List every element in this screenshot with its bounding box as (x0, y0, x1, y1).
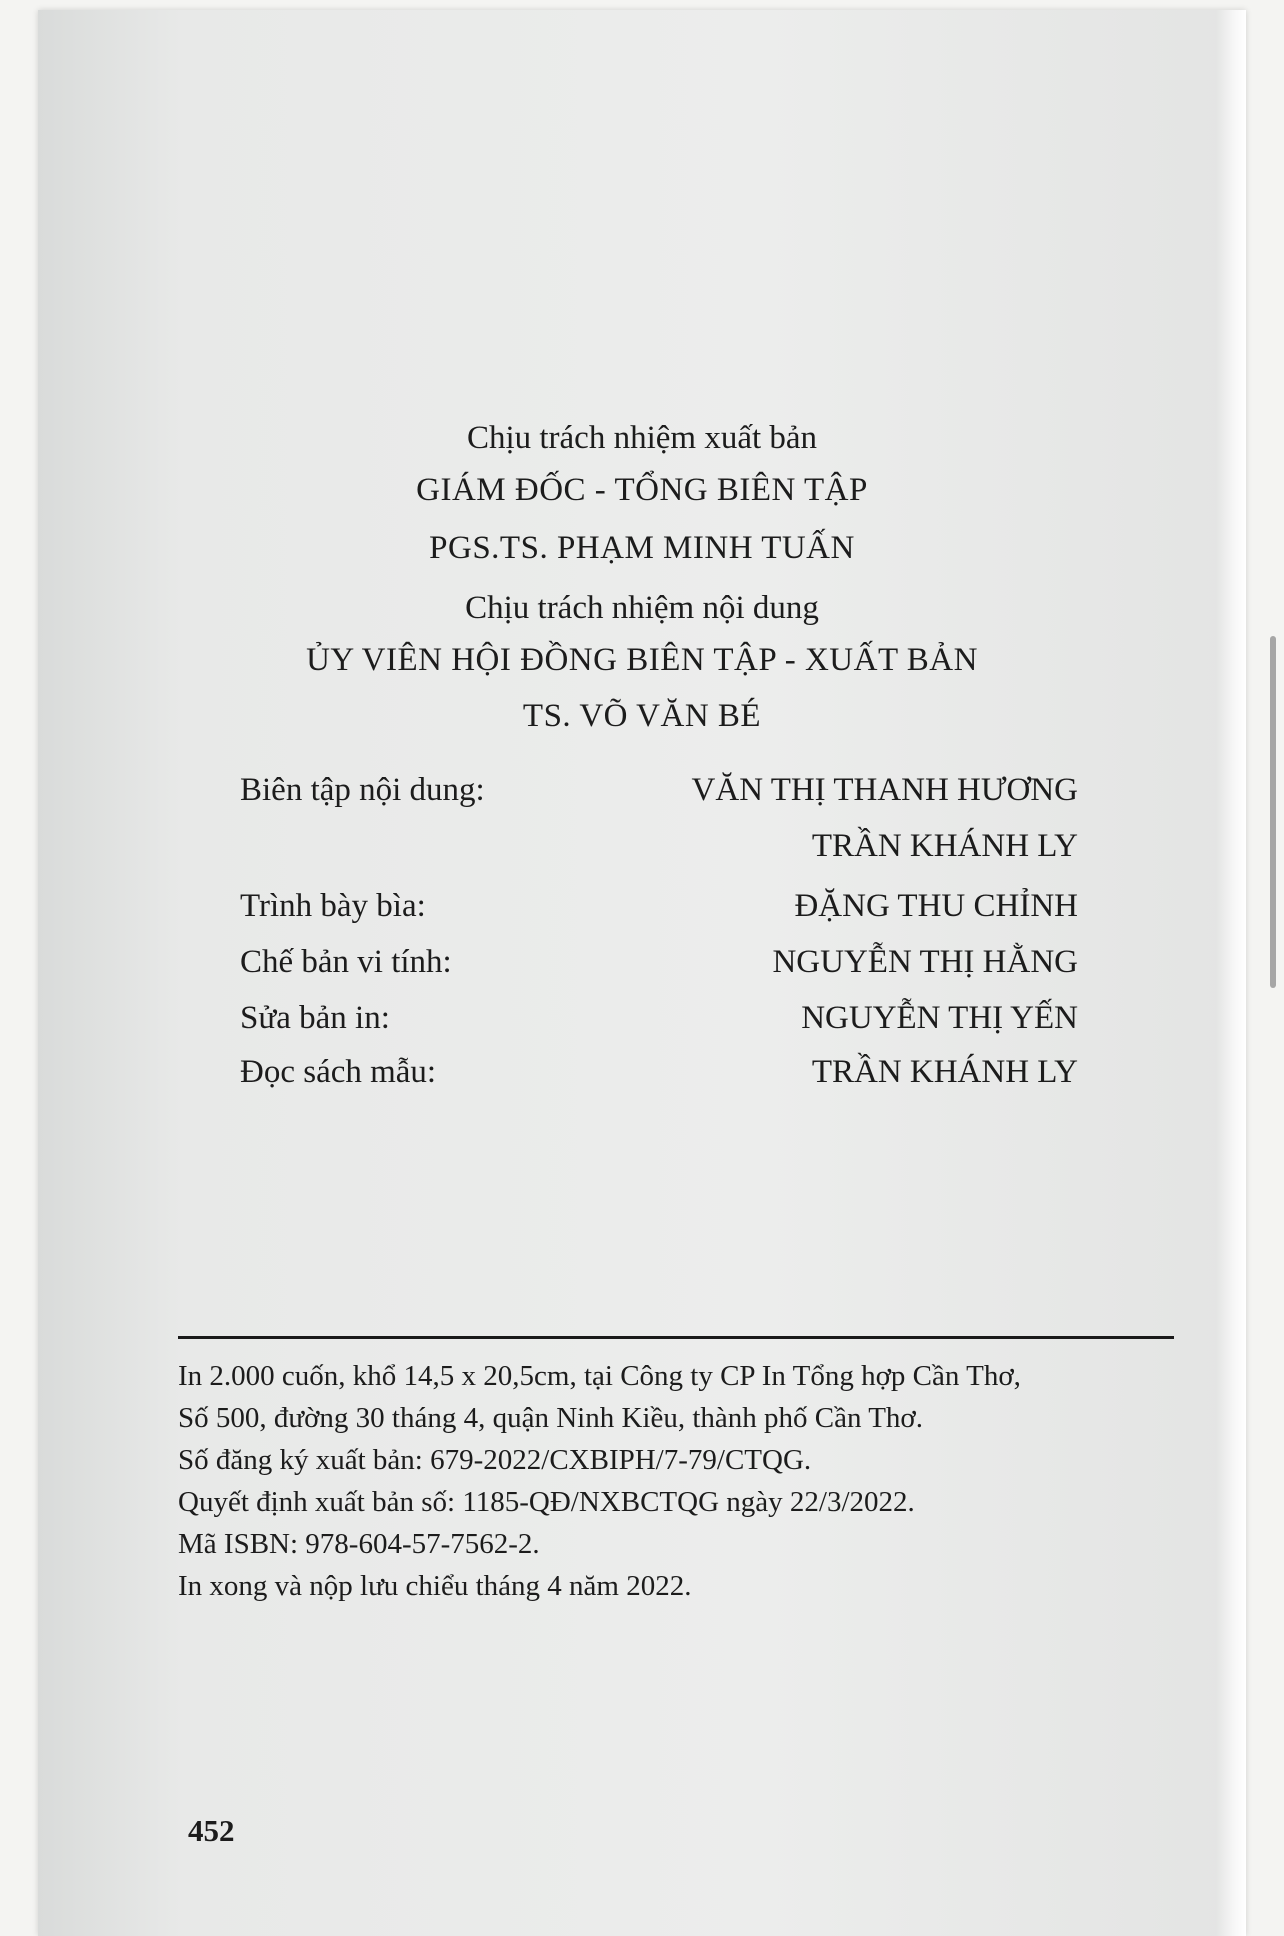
imprint-line: In xong và nộp lưu chiểu tháng 4 năm 2022. (178, 1570, 692, 1602)
credit-label-content-editor: Biên tập nội dung: (240, 772, 485, 808)
credit-label-sample-reading: Đọc sách mẫu: (240, 1054, 437, 1090)
imprint-line: Mã ISBN: 978-604-57-7562-2. (178, 1528, 540, 1560)
imprint-line: Số 500, đường 30 tháng 4, quận Ninh Kiều, thành phố Cần Thơ. (178, 1402, 924, 1434)
director-name: PGS.TS. PHẠM MINH TUẤN (429, 530, 855, 566)
divider-rule (178, 1336, 1174, 1339)
page-number: 452 (188, 1813, 235, 1848)
credit-label-cover-design: Trình bày bìa: (240, 888, 426, 924)
responsible-content-label: Chịu trách nhiệm nội dung (465, 590, 819, 626)
credit-value-proofreading: NGUYỄN THỊ YẾN (801, 1000, 1078, 1036)
credit-label-proofreading: Sửa bản in: (240, 1000, 390, 1036)
credit-value-content-editor-1: VĂN THỊ THANH HƯƠNG (691, 772, 1078, 808)
responsible-publishing-label: Chịu trách nhiệm xuất bản (466, 420, 818, 456)
council-title: ỦY VIÊN HỘI ĐỒNG BIÊN TẬP - XUẤT BẢN (306, 642, 978, 678)
scrollbar[interactable] (1270, 636, 1276, 988)
credit-value-cover-design: ĐẶNG THU CHỈNH (794, 888, 1078, 924)
credit-value-sample-reading: TRẦN KHÁNH LY (811, 1054, 1078, 1090)
council-name: TS. VÕ VĂN BÉ (522, 698, 762, 734)
credit-label-typesetting: Chế bản vi tính: (240, 944, 452, 980)
director-title: GIÁM ĐỐC - TỔNG BIÊN TẬP (416, 472, 868, 508)
credit-value-content-editor-2: TRẦN KHÁNH LY (811, 828, 1078, 864)
imprint-line: Quyết định xuất bản số: 1185-QĐ/NXBCTQG ngày 22/3/2022. (178, 1486, 915, 1518)
imprint-line: In 2.000 cuốn, khổ 14,5 x 20,5cm, tại Công ty CP In Tổng hợp Cần Thơ, (178, 1360, 1021, 1392)
imprint-line: Số đăng ký xuất bản: 679-2022/CXBIPH/7-79/CTQG. (178, 1444, 812, 1476)
credit-value-typesetting: NGUYỄN THỊ HẰNG (772, 944, 1078, 980)
page-edge (1216, 10, 1246, 1936)
